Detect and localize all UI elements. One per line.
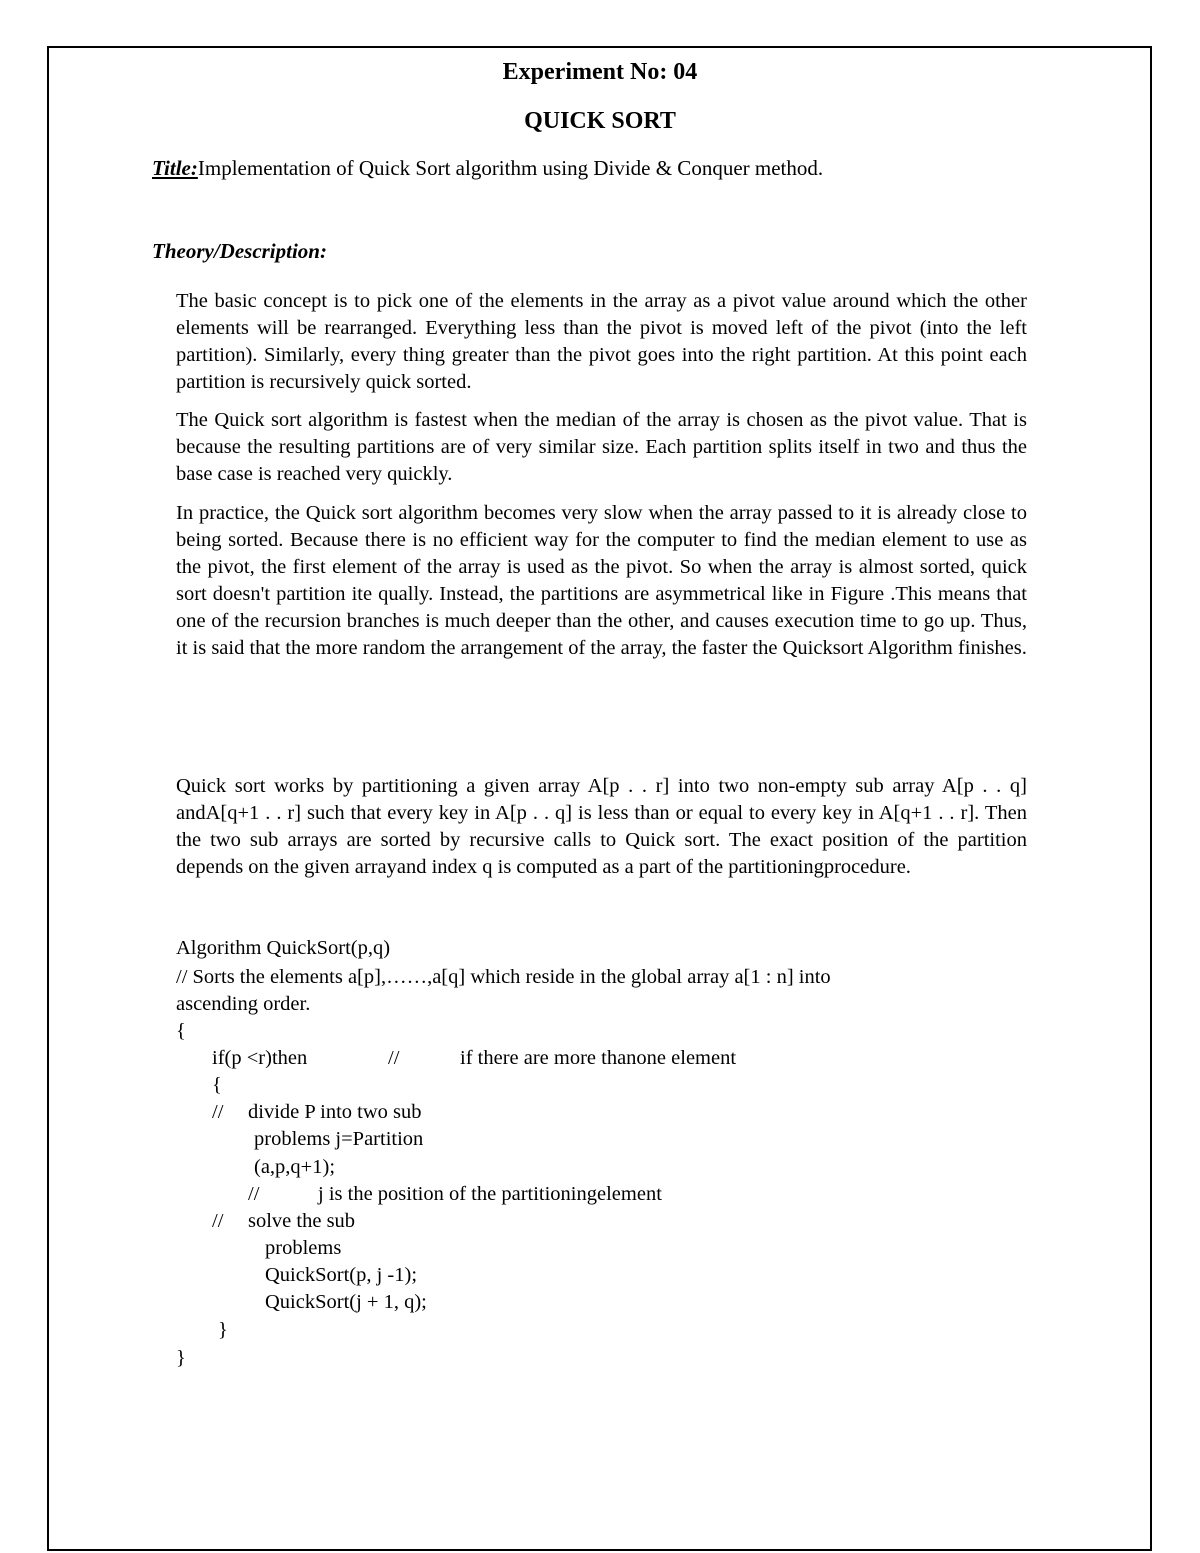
algorithm-line: if(p <r)then	[212, 1047, 308, 1069]
algorithm-line: }	[176, 1347, 186, 1369]
paragraph-basic-concept: The basic concept is to pick one of the elements in the array as a pivot value around which the other elements will be rearranged. Everything less than the pivot is moved left of the pivot (into the left partition). Similarly, every thing greater than the pivot goes into the right partition. At this point each partition is recursively quick sorted.	[176, 290, 1027, 393]
algorithm-comment: solve the sub	[248, 1210, 356, 1232]
algorithm-comment-marker: //	[212, 1101, 224, 1123]
paragraph-practice: In practice, the Quick sort algorithm becomes very slow when the array passed to it is already close to being sorted. Because there is no efficient way for the computer to find the median element to use as the pivot, the first element of the array is used as the pivot. So when the array is almost sorted, quick sort doesn't partition ite qually. Instead, the partitions are asymmetrical like in Figure .This means that one of the recursion branches is much deeper than the other, and causes execution time to go up. Thus, it is said that the more random the arrangement of the array, the faster the Quicksort Algorithm finishes.	[176, 502, 1027, 659]
paragraph-partitioning: Quick sort works by partitioning a given array A[p . . r] into two non-empty sub array A[p . . q] andA[q+1 . . r] such that every key in A[p . . q] is less than or equal to every key in A[q+1 . . r]. Then the two sub arrays are sorted by recursive calls to Quick sort. The exact position of the partition depends on the given arrayand index q is computed as a part of the partitioningprocedure.	[176, 775, 1027, 878]
algorithm-comment-marker: //	[388, 1047, 400, 1069]
title-label: Title:	[152, 156, 198, 180]
algorithm-line: (a,p,q+1);	[254, 1156, 336, 1178]
algorithm-line: QuickSort(p, j -1);	[265, 1264, 418, 1286]
algorithm-line: Algorithm QuickSort(p,q)	[176, 937, 391, 959]
algorithm-line: {	[212, 1074, 222, 1096]
title-line	[152, 156, 823, 181]
algorithm-line: problems j=Partition	[254, 1128, 424, 1150]
algorithm-line: // Sorts the elements a[p],……,a[q] which reside in the global array a[1 : n] into	[176, 966, 831, 988]
algorithm-title: QUICK SORT	[524, 108, 676, 134]
algorithm-comment: if there are more thanone element	[460, 1047, 737, 1069]
algorithm-comment: j is the position of the partitioningelement	[318, 1183, 662, 1205]
algorithm-comment-marker: //	[248, 1183, 260, 1205]
algorithm-comment-marker: //	[212, 1210, 224, 1232]
algorithm-line: }	[218, 1319, 228, 1341]
algorithm-line: QuickSort(j + 1, q);	[265, 1291, 427, 1313]
algorithm-line: problems	[265, 1237, 342, 1259]
algorithm-line: ascending order.	[176, 993, 311, 1015]
title-text: Implementation of Quick Sort algorithm using Divide & Conquer method.	[197, 156, 824, 180]
theory-label: Theory/Description:	[152, 239, 327, 263]
algorithm-comment: divide P into two sub	[248, 1101, 422, 1123]
paragraph-fastest-case: The Quick sort algorithm is fastest when the median of the array is chosen as the pivot value. That is because the resulting partitions are of very similar size. Each partition splits itself in two and thus the base case is reached very quickly.	[176, 409, 1027, 485]
experiment-number: Experiment No: 04	[502, 59, 698, 85]
algorithm-line: {	[176, 1020, 186, 1042]
